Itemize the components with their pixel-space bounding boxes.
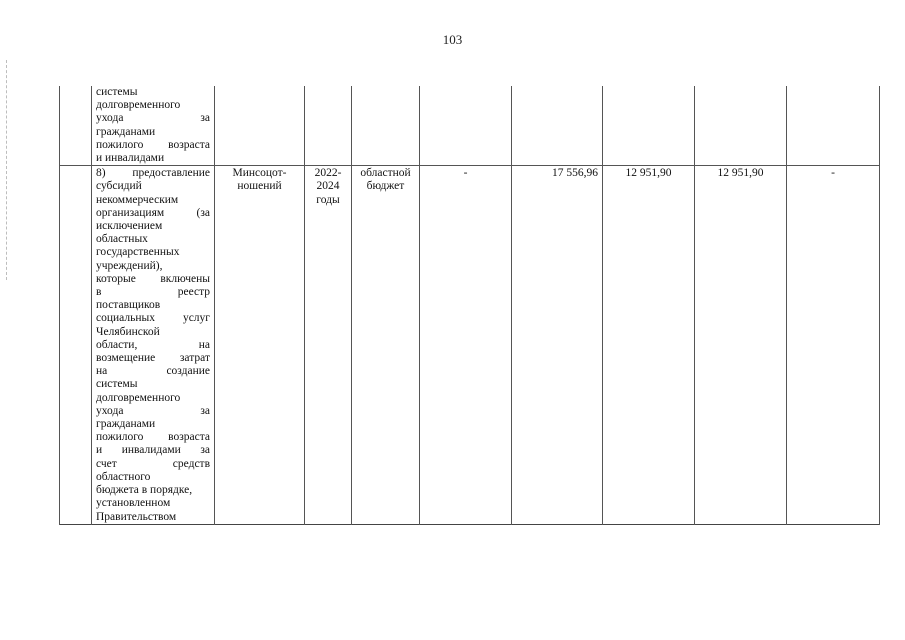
description-word: услуг bbox=[182, 312, 210, 325]
cell-value bbox=[512, 86, 603, 166]
description-word: средств bbox=[172, 457, 210, 470]
description-line: гражданами bbox=[96, 125, 156, 138]
margin-rule bbox=[6, 60, 7, 280]
description-word: пожилого bbox=[96, 138, 144, 151]
description-word: ухода bbox=[96, 112, 124, 125]
page-number: 103 bbox=[442, 32, 463, 47]
description-line: некоммерческим bbox=[96, 193, 179, 206]
description-line bbox=[96, 139, 210, 152]
cell-value: 17 556,96 bbox=[512, 166, 603, 524]
period-line: 2022- bbox=[314, 167, 342, 180]
description-word: предоставление bbox=[132, 167, 210, 180]
description-line: долговременного bbox=[96, 391, 181, 404]
cell-value bbox=[695, 86, 787, 166]
description-word: реестр bbox=[177, 286, 210, 299]
description-word: за bbox=[200, 112, 210, 125]
cell-period bbox=[305, 166, 352, 524]
description-line bbox=[96, 405, 210, 418]
description-line: исключением bbox=[96, 220, 163, 233]
description-word: инвалидами bbox=[121, 444, 181, 457]
description-line bbox=[96, 167, 210, 180]
description-word: на bbox=[198, 338, 210, 351]
description-word: в bbox=[96, 286, 102, 299]
description-line: поставщиков bbox=[96, 299, 161, 312]
executor-line: Минсоцот- bbox=[232, 167, 287, 180]
period-line: 2024 bbox=[316, 180, 340, 193]
description-word: (за bbox=[196, 206, 210, 219]
description-word: которые bbox=[96, 272, 136, 285]
description-word: за bbox=[200, 404, 210, 417]
description-line bbox=[96, 352, 210, 365]
cell-source bbox=[352, 86, 420, 166]
description-line bbox=[96, 286, 210, 299]
description-word: возраста bbox=[168, 138, 210, 151]
description-word: области, bbox=[96, 338, 138, 351]
description-word: счет bbox=[96, 457, 117, 470]
description-line bbox=[96, 273, 210, 286]
description-line bbox=[96, 312, 210, 325]
description-word: и bbox=[96, 444, 103, 457]
description-line: и инвалидами bbox=[96, 152, 165, 165]
source-line: областной bbox=[360, 167, 411, 180]
cell-value bbox=[787, 86, 880, 166]
description-line: Правительством bbox=[96, 510, 177, 523]
description-line: областных bbox=[96, 233, 148, 246]
description-word: организациям bbox=[96, 206, 165, 219]
description-word: ухода bbox=[96, 404, 124, 417]
description-line bbox=[96, 112, 210, 125]
description-line: долговременного bbox=[96, 99, 181, 112]
description-word: возраста bbox=[168, 431, 210, 444]
cell-index bbox=[60, 166, 92, 524]
description-line: учреждений), bbox=[96, 259, 163, 272]
source-line: бюджет bbox=[366, 180, 405, 193]
cell-value: 12 951,90 bbox=[603, 166, 695, 524]
cell-source bbox=[352, 166, 420, 524]
cell-value: - bbox=[787, 166, 880, 524]
description-line bbox=[96, 365, 210, 378]
description-line: системы bbox=[96, 378, 138, 391]
description-line bbox=[96, 444, 210, 457]
table-row bbox=[60, 166, 880, 524]
description-word: создание bbox=[166, 365, 210, 378]
cell-executor bbox=[215, 86, 305, 166]
description-word: на bbox=[96, 365, 108, 378]
description-line: установленном bbox=[96, 497, 171, 510]
description-line: государственных bbox=[96, 246, 180, 259]
cell-value: 12 951,90 bbox=[695, 166, 787, 524]
description-word: 8) bbox=[96, 167, 106, 180]
cell-index bbox=[60, 86, 92, 166]
description-line: гражданами bbox=[96, 418, 156, 431]
description-line: бюджета в порядке, bbox=[96, 484, 193, 497]
description-line: системы bbox=[96, 86, 138, 98]
cell-value: - bbox=[420, 166, 512, 524]
cell-description bbox=[92, 166, 215, 524]
cell-description bbox=[92, 86, 215, 166]
program-table bbox=[59, 86, 880, 525]
description-word: за bbox=[200, 444, 210, 457]
period-line: годы bbox=[316, 193, 340, 206]
table-row-continuation bbox=[60, 86, 880, 166]
description-word: включены bbox=[160, 272, 210, 285]
executor-line: ношений bbox=[237, 180, 282, 193]
description-word: затрат bbox=[179, 352, 210, 365]
cell-period bbox=[305, 86, 352, 166]
description-line bbox=[96, 431, 210, 444]
description-word: социальных bbox=[96, 312, 155, 325]
cell-executor bbox=[215, 166, 305, 524]
cell-value bbox=[603, 86, 695, 166]
description-line: областного bbox=[96, 470, 151, 483]
description-line: субсидий bbox=[96, 180, 142, 193]
cell-value bbox=[420, 86, 512, 166]
description-line bbox=[96, 207, 210, 220]
description-line bbox=[96, 458, 210, 471]
description-word: возмещение bbox=[96, 352, 156, 365]
description-line bbox=[96, 339, 210, 352]
description-line: Челябинской bbox=[96, 325, 160, 338]
description-word: пожилого bbox=[96, 431, 144, 444]
